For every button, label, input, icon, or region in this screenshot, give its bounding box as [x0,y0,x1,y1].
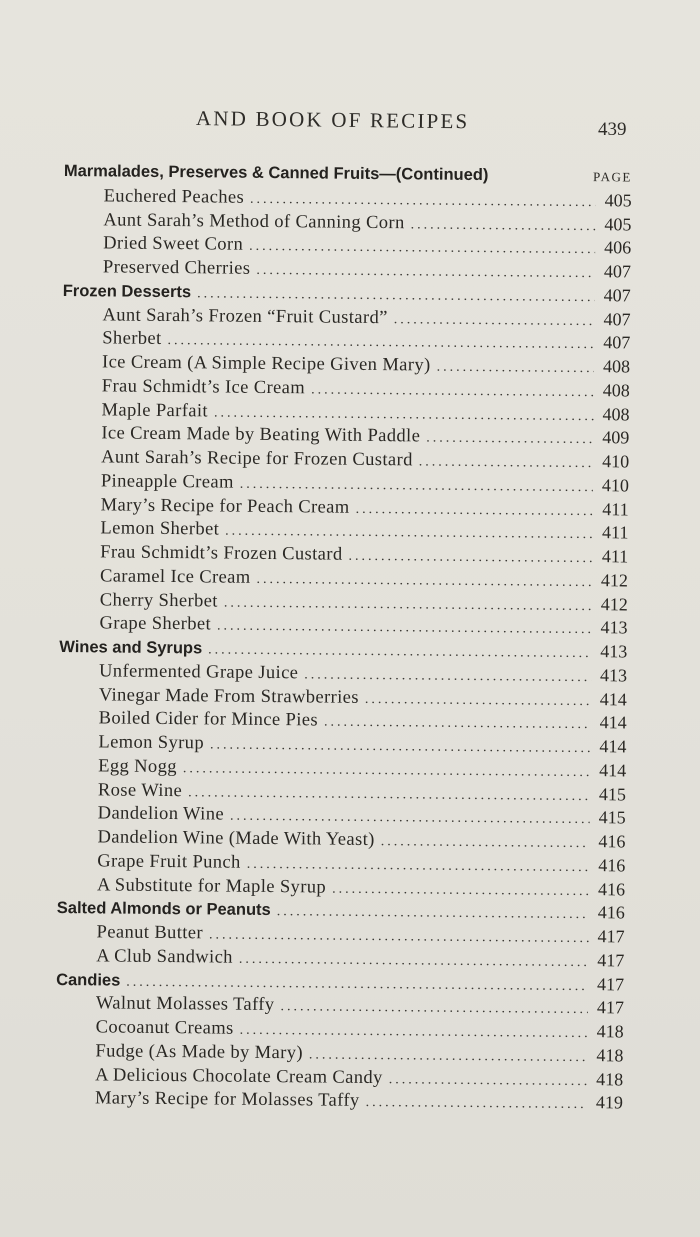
toc-page-number: 407 [603,332,631,353]
toc-page-number: 413 [599,664,628,686]
toc-page-number: 418 [596,1044,624,1066]
toc-entry-title: Aunt Sarah’s Frozen “Fruit Custard” [102,304,388,328]
dot-leader [365,1091,587,1117]
toc-section-title: Wines and Syrups [59,637,203,658]
toc-page-number: 417 [596,997,624,1018]
toc-entry-title: Lemon Sherbet [100,518,220,540]
toc-page-number: 417 [597,973,625,994]
page-number: 439 [598,119,627,140]
toc-entry-title: Unfermented Grape Juice [98,661,299,684]
toc-page-number: 416 [597,878,626,899]
toc-entry-title: Walnut Molasses Taffy [95,993,275,1016]
toc-page-number: 413 [600,641,628,662]
toc-page-number: 414 [599,688,627,709]
toc-entry-title: Dandelion Wine (Made With Yeast) [97,827,375,851]
toc-page-number: 415 [598,807,626,828]
toc-entry-title: Rose Wine [97,779,183,801]
toc-page-number: 417 [597,949,625,971]
table-of-contents [55,160,632,1115]
toc-page-number: 411 [602,498,629,519]
toc-entry-title: A Delicious Chocolate Cream Candy [95,1064,383,1088]
page-column-label: PAGE [593,169,632,185]
toc-page-number: 416 [597,902,625,923]
toc-section-heading: Marmalades, Preserves & Canned Fruits—(Continued) [63,161,489,185]
toc-page-number: 407 [603,261,632,282]
toc-entry-title: Boiled Cider for Mince Pies [98,708,319,731]
toc-entry-title: Maple Parfait [101,399,209,421]
toc-page-number: 418 [596,1021,624,1042]
toc-entry-title: Preserved Cherries [102,257,251,279]
toc-entry-title: Dandelion Wine [97,803,225,825]
toc-page-number: 415 [598,783,627,804]
toc-entry-title: Peanut Butter [96,922,204,944]
toc-page-number: 410 [602,451,630,472]
toc-page-number: 411 [602,522,629,543]
toc-page-number: 418 [596,1068,624,1089]
toc-entry-title: Pineapple Cream [100,471,234,493]
toc-entry-title: Dried Sweet Corn [103,233,244,255]
toc-entry-title: Grape Sherbet [99,613,212,635]
running-head: AND BOOK OF RECIPES [195,106,470,134]
toc-entry-title: Ice Cream (A Simple Recipe Given Mary) [101,352,431,376]
toc-entry-title: Caramel Ice Cream [99,566,251,588]
toc-entry-title: Grape Fruit Punch [97,851,241,873]
toc-entry [55,1086,623,1115]
toc-entry-title: Cocoanut Creams [95,1017,234,1039]
toc-page-number: 407 [603,284,631,306]
toc-page-number: 406 [604,237,632,258]
toc-section-title: Frozen Desserts [62,281,192,301]
toc-page-number: 413 [600,617,628,638]
toc-page-number: 411 [601,546,629,567]
toc-page-number: 412 [600,593,628,614]
toc-page-number: 410 [601,474,630,496]
toc-page-number: 408 [602,379,630,401]
toc-page-number: 405 [604,213,632,234]
toc-entry-title: Cherry Sherbet [99,589,218,611]
toc-entry-title: Mary’s Recipe for Molasses Taffy [94,1088,360,1112]
toc-entry-title: Mary’s Recipe for Peach Cream [100,494,350,518]
toc-entry-title: Fudge (As Made by Mary) [95,1041,304,1064]
toc-entry-title: A Club Sandwich [96,946,233,968]
toc-page-number: 405 [604,189,632,211]
toc-page-number: 416 [598,854,626,876]
toc-page-number: 414 [599,759,627,781]
toc-entry-title: Vinegar Made From Strawberries [98,684,360,708]
toc-page-number: 407 [603,308,631,329]
toc-entry-title: Frau Schmidt’s Frozen Custard [100,542,343,565]
toc-page-number: 414 [599,712,627,733]
toc-entry-title: Egg Nogg [98,756,178,777]
toc-entry-title: Ice Cream Made by Beating With Paddle [101,423,421,447]
toc-page-number: 414 [599,736,627,757]
toc-entry-title: A Substitute for Maple Syrup [96,874,327,898]
toc-entry-title: Aunt Sarah’s Recipe for Frozen Custard [101,447,413,471]
toc-page-number: 409 [602,427,630,448]
toc-page-number: 408 [602,403,630,424]
toc-entry-title: Aunt Sarah’s Method of Canning Corn [103,209,405,233]
toc-page-number: 416 [598,831,626,852]
toc-page-number: 417 [597,926,625,947]
toc-entry-title: Sherbet [102,328,162,350]
toc-page-number: 412 [600,569,629,591]
toc-section-title: Candies [56,970,121,990]
toc-page-number: 419 [595,1092,624,1113]
toc-entry-title: Lemon Syrup [98,732,205,754]
toc-section-title: Salted Almonds or Peanuts [56,899,271,920]
toc-page-number: 408 [602,356,631,377]
toc-entry-title: Euchered Peaches [103,186,245,208]
toc-entry-title: Frau Schmidt’s Ice Cream [101,376,306,399]
